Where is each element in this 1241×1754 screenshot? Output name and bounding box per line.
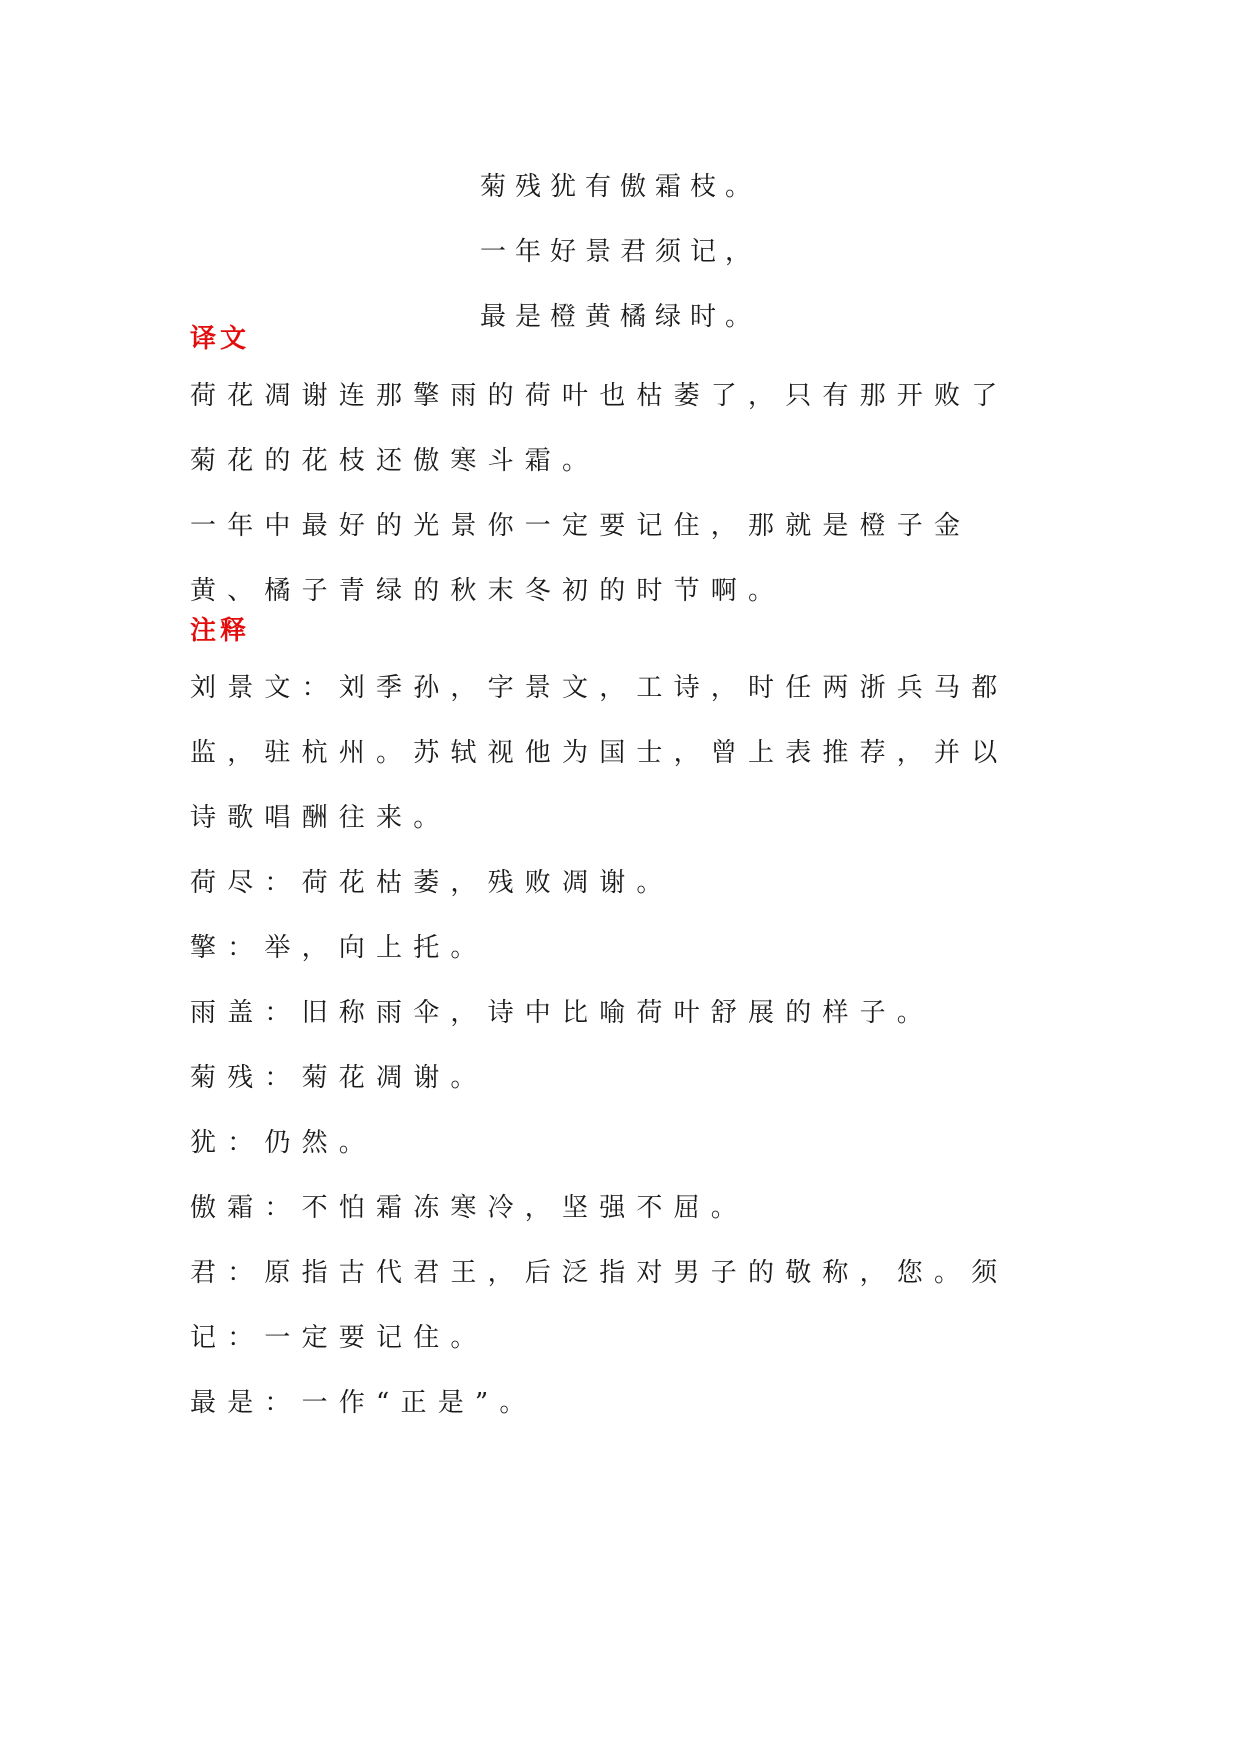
note-item: 刘景文：刘季孙，字景文，工诗，时任两浙兵马都监，驻杭州。苏轼视他为国士，曾上表推荐，并以诗歌唱酬往来。	[190, 673, 1009, 833]
note-item: 荷尽：荷花枯萎，残败凋谢。	[190, 868, 674, 898]
note-item: 犹：仍然。	[190, 1128, 377, 1158]
poem-line: 菊残犹有傲霜枝。	[480, 172, 761, 202]
poem-stanza	[480, 155, 1040, 350]
note-item: 傲霜：不怕霜冻寒冷，坚强不屈。	[190, 1193, 749, 1223]
note-item: 擎：举，向上托。	[190, 933, 488, 963]
translation-heading: 译文	[190, 324, 251, 354]
translation-paragraph: 一年中最好的光景你一定要记住，那就是橙子金黄、橘子青绿的秋末冬初的时节啊。	[190, 511, 972, 606]
note-item: 最是：一作“正是”。	[190, 1388, 537, 1418]
translation-section	[190, 364, 1040, 624]
note-item: 菊残：菊花凋谢。	[190, 1063, 488, 1093]
translation-paragraph: 荷花凋谢连那擎雨的荷叶也枯萎了，只有那开败了菊花的花枝还傲寒斗霜。	[190, 381, 1009, 476]
notes-section	[190, 656, 1040, 1436]
poem-line: 一年好景君须记，	[480, 237, 761, 267]
poem-line: 最是橙黄橘绿时。	[480, 302, 761, 332]
note-item: 君：原指古代君王，后泛指对男子的敬称，您。须记：一定要记住。	[190, 1258, 1009, 1353]
notes-heading: 注释	[190, 616, 251, 646]
note-item: 雨盖：旧称雨伞，诗中比喻荷叶舒展的样子。	[190, 998, 935, 1028]
